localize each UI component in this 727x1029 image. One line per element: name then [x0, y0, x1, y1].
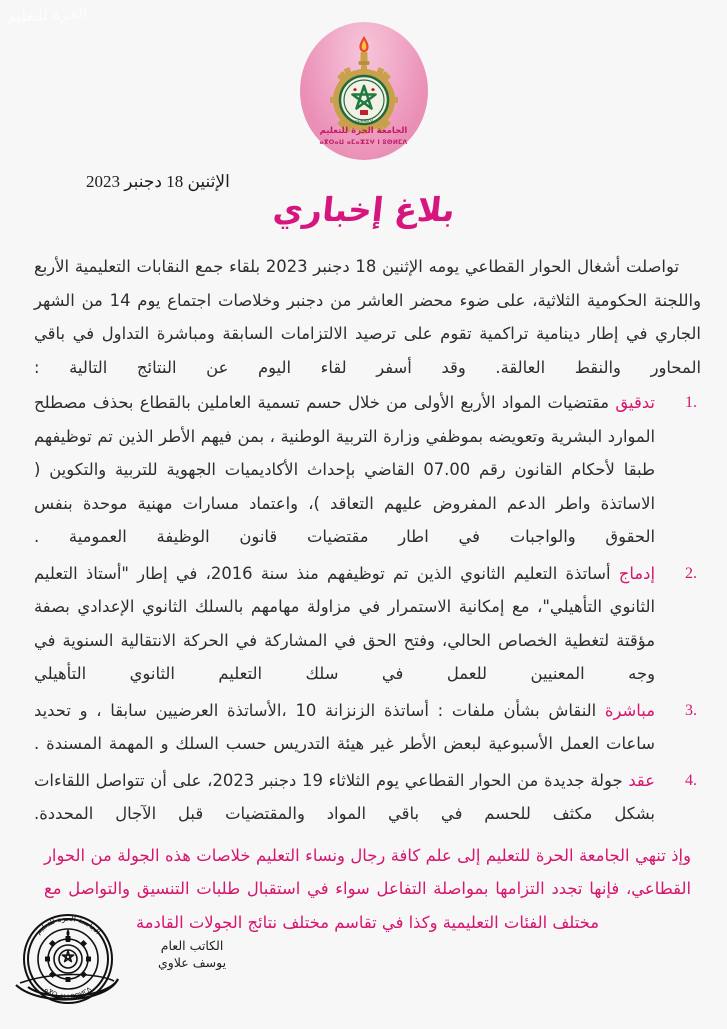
list-item	[34, 557, 701, 691]
logo-name-arabic: الجامعة الحرة للتعليم	[319, 126, 408, 136]
list-item-text: النقاش بشأن ملفات : أساتذة الزنزانة 10 ،الأساتذة العرضيين سابقا ، و تحديد ساعات العمل الأسبوعية لبعض الأطر غير هيئة التدريس حسب السلك و المهمة المسندة .	[34, 700, 655, 753]
official-stamp-icon	[14, 911, 122, 1013]
document-body	[34, 250, 701, 939]
logo-name-tifinagh: ⴰⴳⵔⴰⵡ ⴰⵎⴰⵣⵉⵖ ⵏ ⵓⵙⵍⵎⴷ	[319, 139, 408, 146]
list-item-number: 4.	[685, 771, 697, 789]
list-item	[34, 386, 701, 554]
list-item-keyword: تدقيق	[615, 393, 655, 412]
list-item-number: 1.	[685, 394, 697, 411]
svg-text:ⴰⴳⵔⴰⵡ ⵏ ⵓⵙⵍⵎⴷ: ⴰⴳⵔⴰⵡ ⵏ ⵓⵙⵍⵎⴷ	[42, 985, 94, 1002]
list-item-text: جولة جديدة من الحوار القطاعي يوم الثلاثاء 19 دجنبر 2023، على أن تتواصل اللقاءات بشكل مكثف للحسم في باقي المواد والمقتضيات قبل الآجال المحددة.	[34, 770, 655, 823]
signatory-name: يوسف علاوي	[158, 955, 227, 970]
list-item	[34, 694, 701, 761]
intro-paragraph: تواصلت أشغال الحوار القطاعي يومه الإثنين 18 دجنبر 2023 بلقاء جمع النقابات التعليمية الأربع واللجنة الحكومية الثلاثية، على ضوء محضر العاشر من دجنبر وخلاصات اجتماع يوم 14 من الشهر الجاري في إطار دينامية تراكمية تقوم على ترصيد الالتزامات السابقة ومباشرة التداول في باقي المحاور والنقط العالقة. وقد أسفر لقاء اليوم عن النتائج التالية :	[34, 257, 701, 377]
list-item-keyword: إدماج	[618, 563, 656, 583]
list-item-number: 3.	[685, 701, 697, 719]
svg-text:الجامعة الحرة للتعليم: الجامعة الحرة للتعليم	[33, 913, 103, 937]
document-date: الإثنين 18 دجنبر 2023	[86, 172, 230, 191]
list-item-keyword: مباشرة	[604, 700, 655, 720]
list-item-text: أساتذة التعليم الثانوي الذين تم توظيفهم منذ سنة 2016، في إطار "أستاذ التعليم الثانوي التأهيلي"، مع إمكانية الاستمرار في مزاولة مهامهم بالسلك الثانوي الإعدادي بصفة مؤقتة لتغطية الخصاص الحالي، وفتح الحق في المشاركة في الحركة الانتقالية السنوية في وجه المعنيين للعمل في سلك التعليم الثانوي التأهيلي	[34, 563, 655, 683]
list-item-text: مقتضيات المواد الأربع الأولى من خلال حسم تسمية العاملين بالقطاع بحذف مصطلح الموارد البشرية وتعويضه بموظفي وزارة التربية الوطنية ، بمن فيهم الأطر الذين تم توظيفهم طبقا لأحكام القانون رقم 07.00 القاضي بإحداث الأكاديميات الجهوية للتربية والتكوين ( الاساتذة واطر الدعم المفروض عليهم التعاقد )، واعتماد مسارات مهنية موحدة بنفس الحقوق والواجبات في اطار مقتضيات قانون الوظيفة العمومية .	[34, 393, 655, 546]
signature-block	[158, 937, 226, 971]
svg-text:ⴰⵎⴰⵣⵉⵖ: ⴰⵎⴰⵣⵉⵖ	[354, 119, 373, 124]
results-list	[34, 386, 701, 831]
page-title: بلاغ إخباري	[270, 190, 457, 229]
closing-paragraph: وإذ تنهي الجامعة الحرة للتعليم إلى علم كافة رجال ونساء التعليم خلاصات هذه الجولة من الحوار القطاعي، فإنها تجدد التزامها بمواصلة التفاعل سواء في استقبال طلبات التنسيق والتواصل مع مختلف الفئات التعليمية وكذا في تقاسم مختلف نتائج الجولات القادمة	[44, 845, 691, 932]
signatory-role: الكاتب العام	[160, 938, 224, 953]
corner-watermark: الحرة للتعليم	[6, 3, 88, 27]
signature-area	[8, 905, 368, 1023]
organization-logo	[300, 22, 428, 160]
list-item-number: 2.	[685, 564, 697, 582]
list-item-keyword: عقد	[628, 770, 655, 790]
list-item	[34, 764, 701, 831]
